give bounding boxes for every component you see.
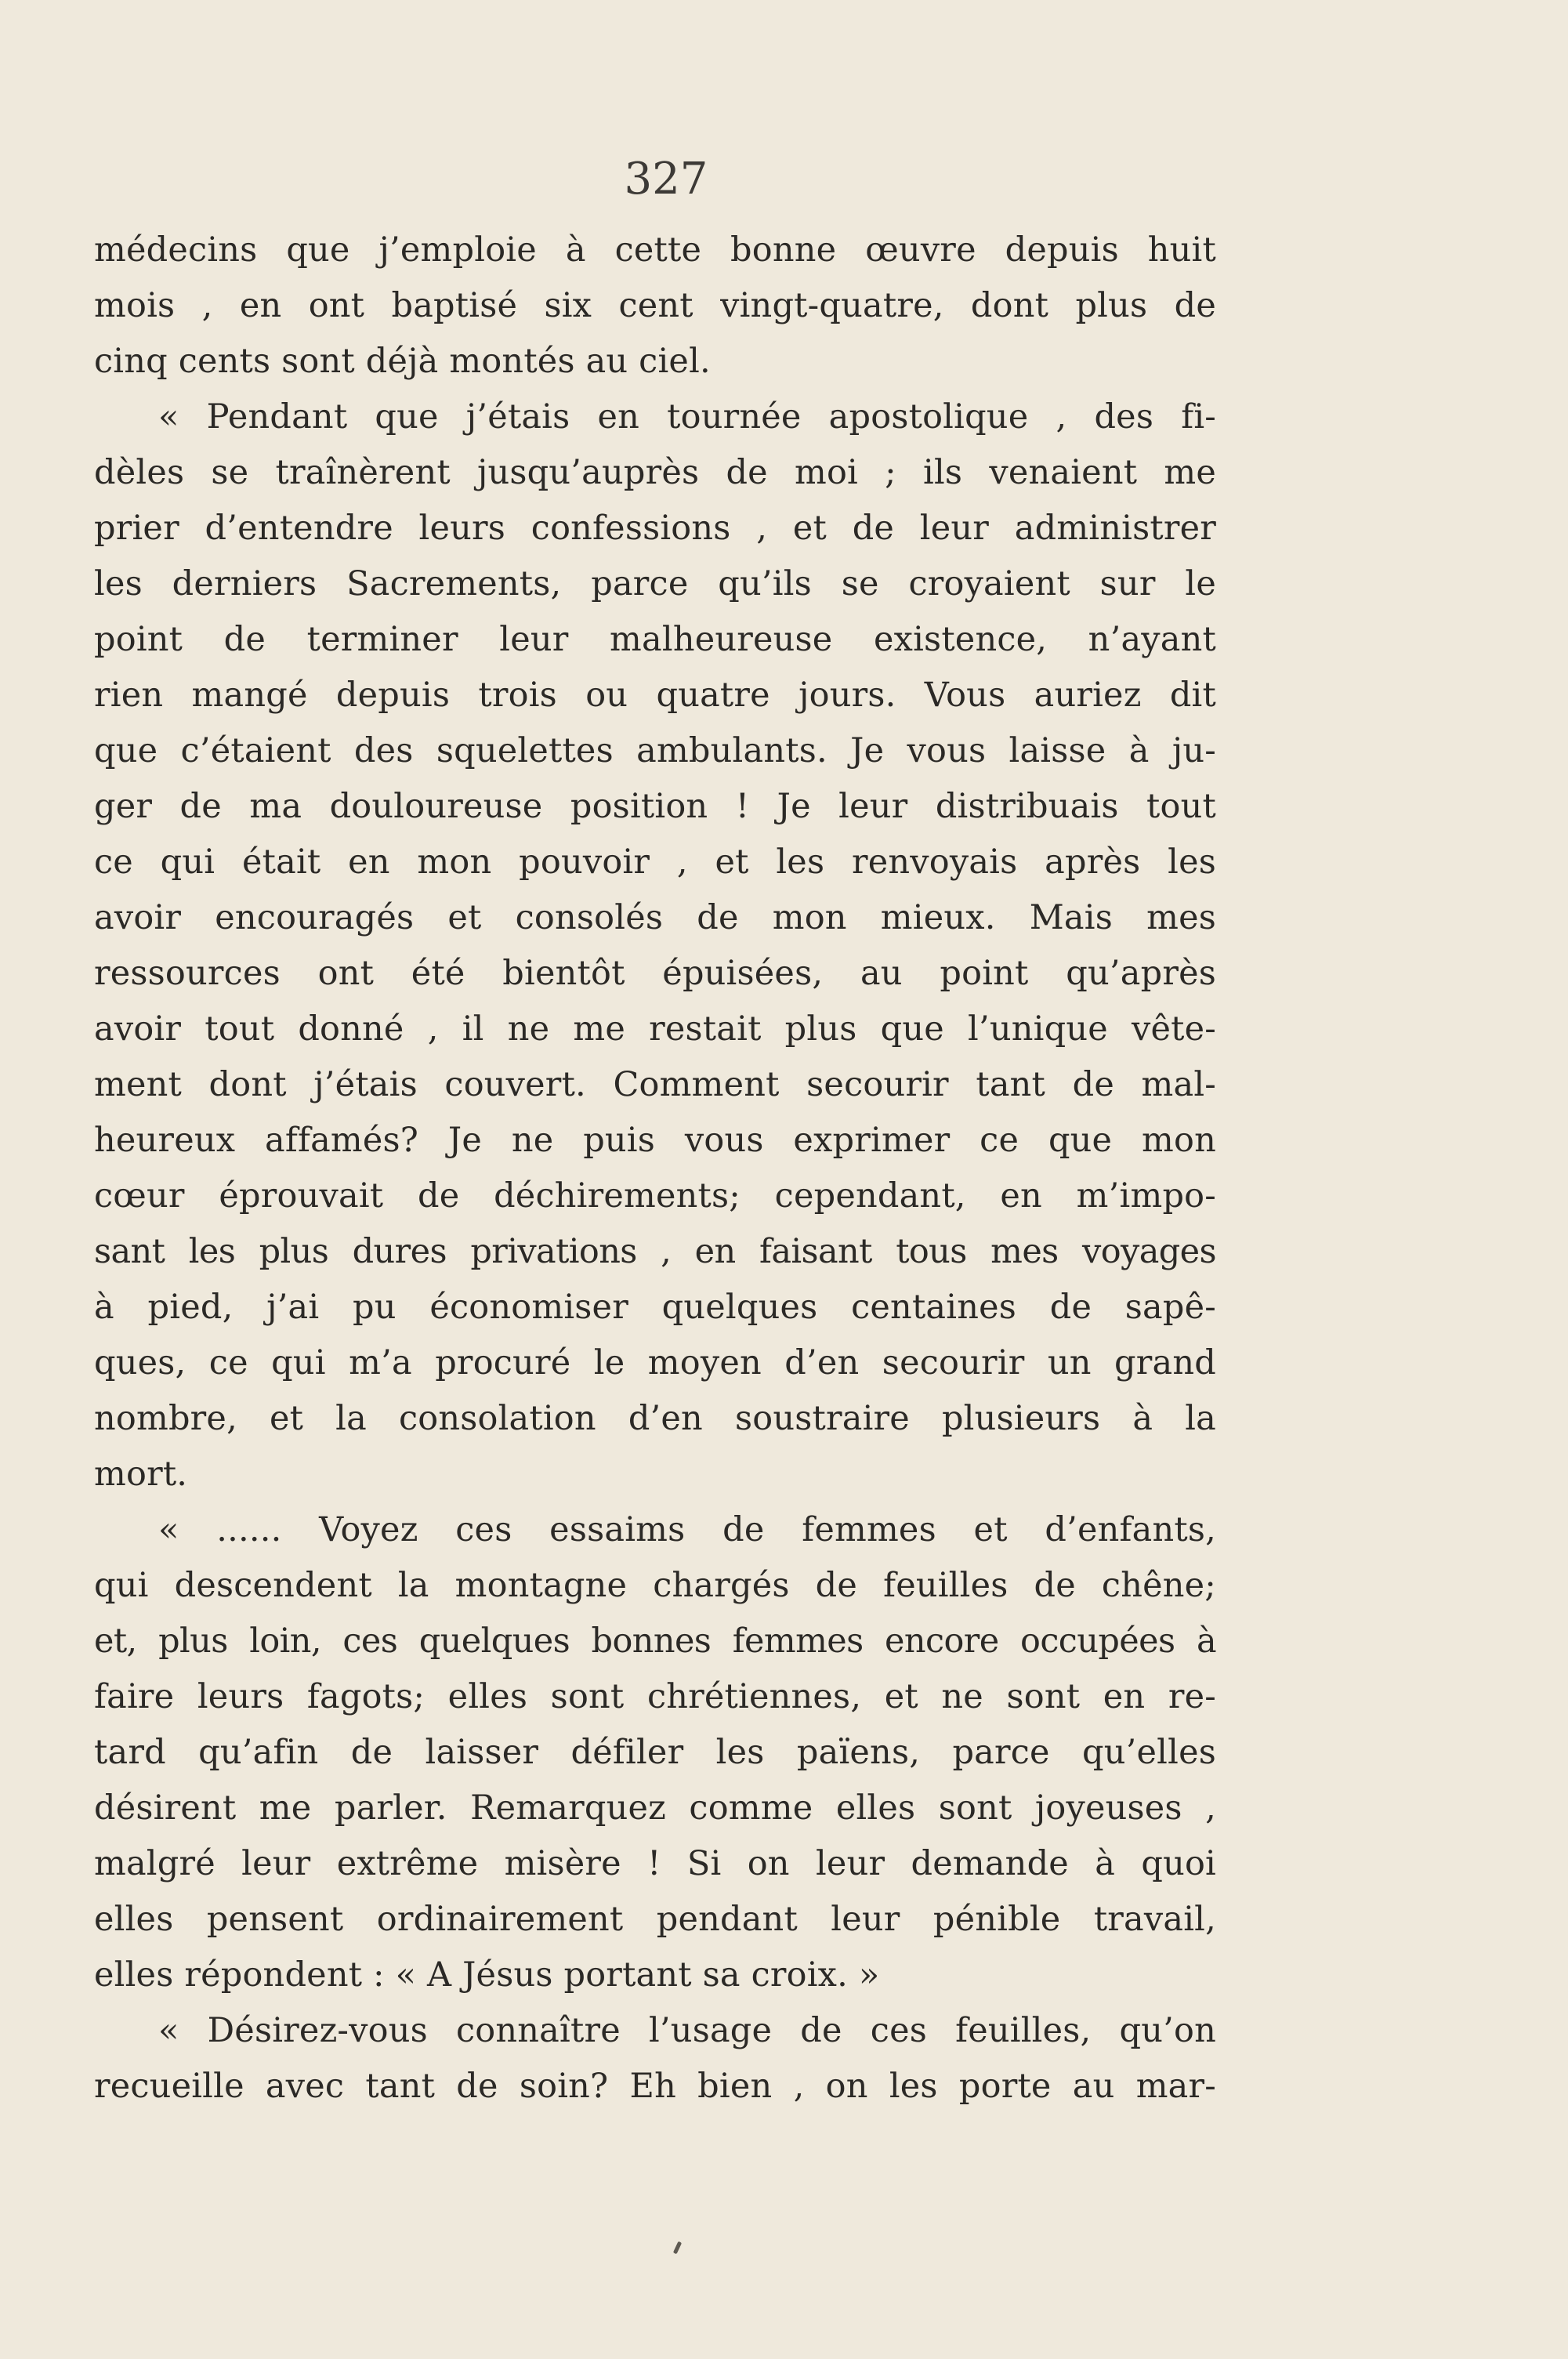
text-line: ressources ont été bientôt épuisées, au point qu’après <box>94 954 1216 993</box>
text-line: rien mangé depuis trois ou quatre jours. Vous auriez dit <box>94 676 1216 715</box>
text-line: prier d’entendre leurs confessions , et de leur administrer <box>94 509 1216 548</box>
text-line: heureux affamés? Je ne puis vous exprimer ce que mon <box>94 1121 1216 1160</box>
text-line: cœur éprouvait de déchirements; cependant, en m’impo- <box>94 1176 1216 1216</box>
text-line: tard qu’afin de laisser défiler les païens, parce qu’elles <box>94 1733 1216 1772</box>
text-line: à pied, j’ai pu économiser quelques centaines de sapê- <box>94 1288 1216 1327</box>
text-line: « ...... Voyez ces essaims de femmes et d’enfants, <box>158 1510 1216 1549</box>
text-line: sant les plus dures privations , en faisant tous mes voyages <box>94 1232 1216 1271</box>
text-line: ques, ce qui m’a procuré le moyen d’en secourir un grand <box>94 1343 1216 1382</box>
text-line: « Désirez-vous connaître l’usage de ces feuilles, qu’on <box>158 2011 1216 2050</box>
text-line: mort. <box>94 1455 188 1494</box>
text-line: nombre, et la consolation d’en soustraire plusieurs à la <box>94 1399 1216 1438</box>
text-line: les derniers Sacrements, parce qu’ils se croyaient sur le <box>94 564 1216 603</box>
text-line: elles répondent : « A Jésus portant sa croix. » <box>94 1955 880 1995</box>
text-line: faire leurs fagots; elles sont chrétiennes, et ne sont en re- <box>94 1677 1216 1716</box>
text-line: point de terminer leur malheureuse existence, n’ayant <box>94 620 1216 659</box>
page-number: 327 <box>624 154 708 205</box>
text-line: ment dont j’étais couvert. Comment secourir tant de mal- <box>94 1065 1216 1104</box>
text-line: que c’étaient des squelettes ambulants. Je vous laisse à ju- <box>94 731 1216 770</box>
text-line: « Pendant que j’étais en tournée apostolique , des fi- <box>158 397 1216 437</box>
paper-speck <box>673 2241 682 2255</box>
text-line: cinq cents sont déjà montés au ciel. <box>94 342 711 381</box>
text-line: ger de ma douloureuse position ! Je leur distribuais tout <box>94 787 1216 826</box>
text-line: elles pensent ordinairement pendant leur pénible travail, <box>94 1900 1216 1939</box>
text-line: malgré leur extrême misère ! Si on leur demande à quoi <box>94 1844 1216 1883</box>
text-line: désirent me parler. Remarquez comme elles sont joyeuses , <box>94 1788 1216 1828</box>
text-line: mois , en ont baptisé six cent vingt-quatre, dont plus de <box>94 286 1216 325</box>
text-line: avoir tout donné , il ne me restait plus que l’unique vête- <box>94 1009 1216 1049</box>
text-line: qui descendent la montagne chargés de feuilles de chêne; <box>94 1566 1216 1605</box>
text-line: avoir encouragés et consolés de mon mieux. Mais mes <box>94 898 1216 937</box>
text-line: médecins que j’emploie à cette bonne œuvre depuis huit <box>94 230 1216 270</box>
text-line: dèles se traînèrent jusqu’auprès de moi ; ils venaient me <box>94 453 1216 492</box>
text-line: ce qui était en mon pouvoir , et les renvoyais après les <box>94 842 1216 882</box>
text-line: recueille avec tant de soin? Eh bien , on les porte au mar- <box>94 2067 1216 2106</box>
text-line: et, plus loin, ces quelques bonnes femmes encore occupées à <box>94 1622 1216 1661</box>
body-text <box>94 223 1216 2114</box>
